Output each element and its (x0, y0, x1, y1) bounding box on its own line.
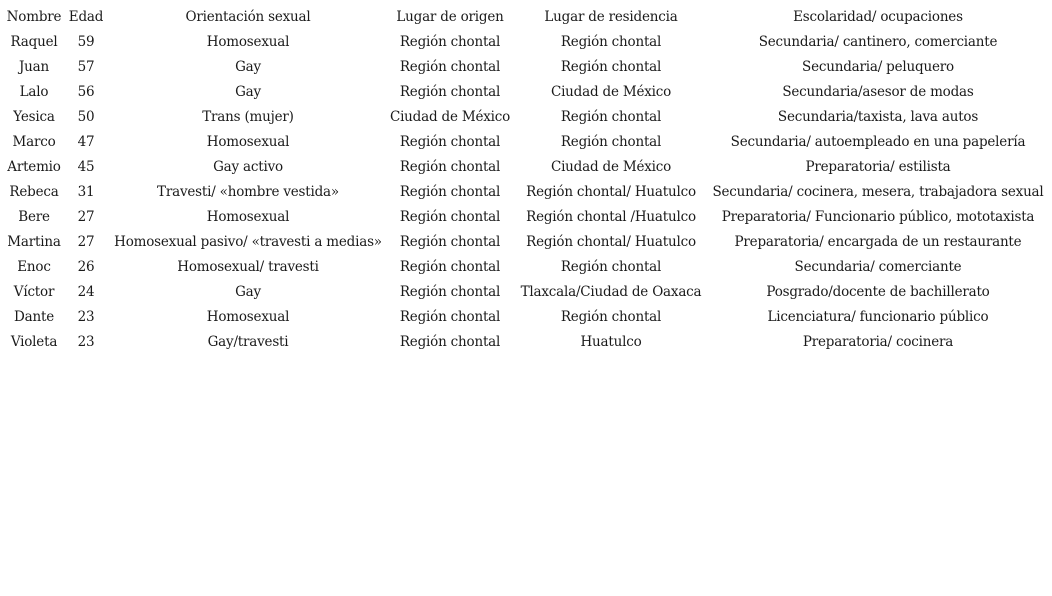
cell-nombre: Lalo (19, 83, 49, 100)
cell-edad: 59 (77, 33, 95, 50)
header-nombre: Nombre (6, 8, 62, 25)
cell-residencia: Huatulco (580, 333, 642, 350)
cell-nombre: Yesica (13, 108, 55, 125)
cell-orientacion: Homosexual (206, 208, 290, 225)
cell-edad: 56 (77, 83, 95, 100)
cell-escolaridad: Secundaria/asesor de modas (782, 83, 974, 100)
cell-orientacion: Homosexual (206, 308, 290, 325)
cell-orientacion: Homosexual/ travesti (177, 258, 319, 275)
cell-orientacion: Gay activo (213, 158, 283, 175)
table-row (4, 29, 1046, 54)
cell-origen: Región chontal (399, 258, 501, 275)
cell-origen: Ciudad de México (389, 108, 511, 125)
cell-orientacion: Homosexual (206, 133, 290, 150)
cell-edad: 27 (77, 208, 95, 225)
cell-origen: Región chontal (399, 208, 501, 225)
table-row (4, 104, 1046, 129)
cell-residencia: Ciudad de México (550, 158, 672, 175)
cell-edad: 26 (77, 258, 95, 275)
table-row (4, 129, 1046, 154)
cell-escolaridad: Preparatoria/ cocinera (802, 333, 954, 350)
cell-origen: Región chontal (399, 183, 501, 200)
cell-edad: 23 (77, 308, 95, 325)
header-escolaridad: Escolaridad/ ocupaciones (793, 8, 963, 25)
header-edad: Edad (68, 8, 104, 25)
cell-origen: Región chontal (399, 308, 501, 325)
cell-origen: Región chontal (399, 158, 501, 175)
table-row (4, 179, 1046, 204)
cell-escolaridad: Preparatoria/ encargada de un restaurante (734, 233, 1022, 250)
cell-origen: Región chontal (399, 58, 501, 75)
cell-origen: Región chontal (399, 83, 501, 100)
cell-escolaridad: Licenciatura/ funcionario público (767, 308, 989, 325)
cell-residencia: Región chontal /Huatulco (526, 208, 696, 225)
cell-escolaridad: Preparatoria/ Funcionario público, mototaxista (721, 208, 1035, 225)
cell-nombre: Raquel (10, 33, 58, 50)
cell-origen: Región chontal (399, 33, 501, 50)
cell-edad: 45 (77, 158, 95, 175)
cell-orientacion: Trans (mujer) (202, 108, 294, 125)
cell-edad: 50 (77, 108, 95, 125)
cell-escolaridad: Secundaria/ autoempleado en una papelería (730, 133, 1026, 150)
cell-edad: 31 (77, 183, 95, 200)
cell-edad: 57 (77, 58, 95, 75)
cell-orientacion: Gay (235, 58, 261, 75)
table-row (4, 204, 1046, 229)
cell-escolaridad: Posgrado/docente de bachillerato (766, 283, 990, 300)
cell-residencia: Región chontal/ Huatulco (526, 183, 696, 200)
cell-edad: 27 (77, 233, 95, 250)
cell-escolaridad: Secundaria/ comerciante (794, 258, 962, 275)
cell-nombre: Dante (14, 308, 54, 325)
table-row (4, 79, 1046, 104)
cell-residencia: Región chontal (560, 133, 662, 150)
table-row (4, 154, 1046, 179)
cell-residencia: Región chontal (560, 108, 662, 125)
cell-nombre: Artemio (7, 158, 61, 175)
cell-residencia: Región chontal/ Huatulco (526, 233, 696, 250)
cell-nombre: Rebeca (9, 183, 59, 200)
table-row (4, 254, 1046, 279)
cell-escolaridad: Preparatoria/ estilista (805, 158, 951, 175)
cell-nombre: Violeta (10, 333, 58, 350)
cell-orientacion: Homosexual pasivo/ «travesti a medias» (114, 233, 382, 250)
table-row (4, 279, 1046, 304)
cell-escolaridad: Secundaria/ cantinero, comerciante (758, 33, 998, 50)
cell-nombre: Víctor (13, 283, 55, 300)
table-row (4, 304, 1046, 329)
cell-nombre: Martina (7, 233, 61, 250)
cell-orientacion: Gay (235, 283, 261, 300)
table-row (4, 329, 1046, 354)
cell-escolaridad: Secundaria/ peluquero (802, 58, 954, 75)
cell-orientacion: Travesti/ «hombre vestida» (157, 183, 339, 200)
cell-orientacion: Homosexual (206, 33, 290, 50)
cell-origen: Región chontal (399, 133, 501, 150)
cell-nombre: Enoc (17, 258, 51, 275)
table-row (4, 54, 1046, 79)
participants-table (4, 4, 1046, 354)
header-residencia: Lugar de residencia (544, 8, 678, 25)
cell-residencia: Tlaxcala/Ciudad de Oaxaca (520, 283, 702, 300)
cell-residencia: Región chontal (560, 58, 662, 75)
cell-edad: 23 (77, 333, 95, 350)
cell-edad: 47 (77, 133, 95, 150)
header-orientacion: Orientación sexual (185, 8, 311, 25)
cell-edad: 24 (77, 283, 95, 300)
cell-escolaridad: Secundaria/ cocinera, mesera, trabajadora sexual (712, 183, 1044, 200)
cell-residencia: Región chontal (560, 258, 662, 275)
cell-nombre: Marco (12, 133, 56, 150)
header-row (4, 4, 1046, 29)
cell-orientacion: Gay (235, 83, 261, 100)
cell-origen: Región chontal (399, 233, 501, 250)
table-row (4, 229, 1046, 254)
cell-residencia: Región chontal (560, 308, 662, 325)
cell-nombre: Bere (18, 208, 50, 225)
cell-origen: Región chontal (399, 333, 501, 350)
cell-residencia: Ciudad de México (550, 83, 672, 100)
cell-escolaridad: Secundaria/taxista, lava autos (777, 108, 979, 125)
cell-orientacion: Gay/travesti (207, 333, 289, 350)
cell-origen: Región chontal (399, 283, 501, 300)
header-origen: Lugar de origen (396, 8, 504, 25)
cell-nombre: Juan (18, 58, 50, 75)
cell-residencia: Región chontal (560, 33, 662, 50)
